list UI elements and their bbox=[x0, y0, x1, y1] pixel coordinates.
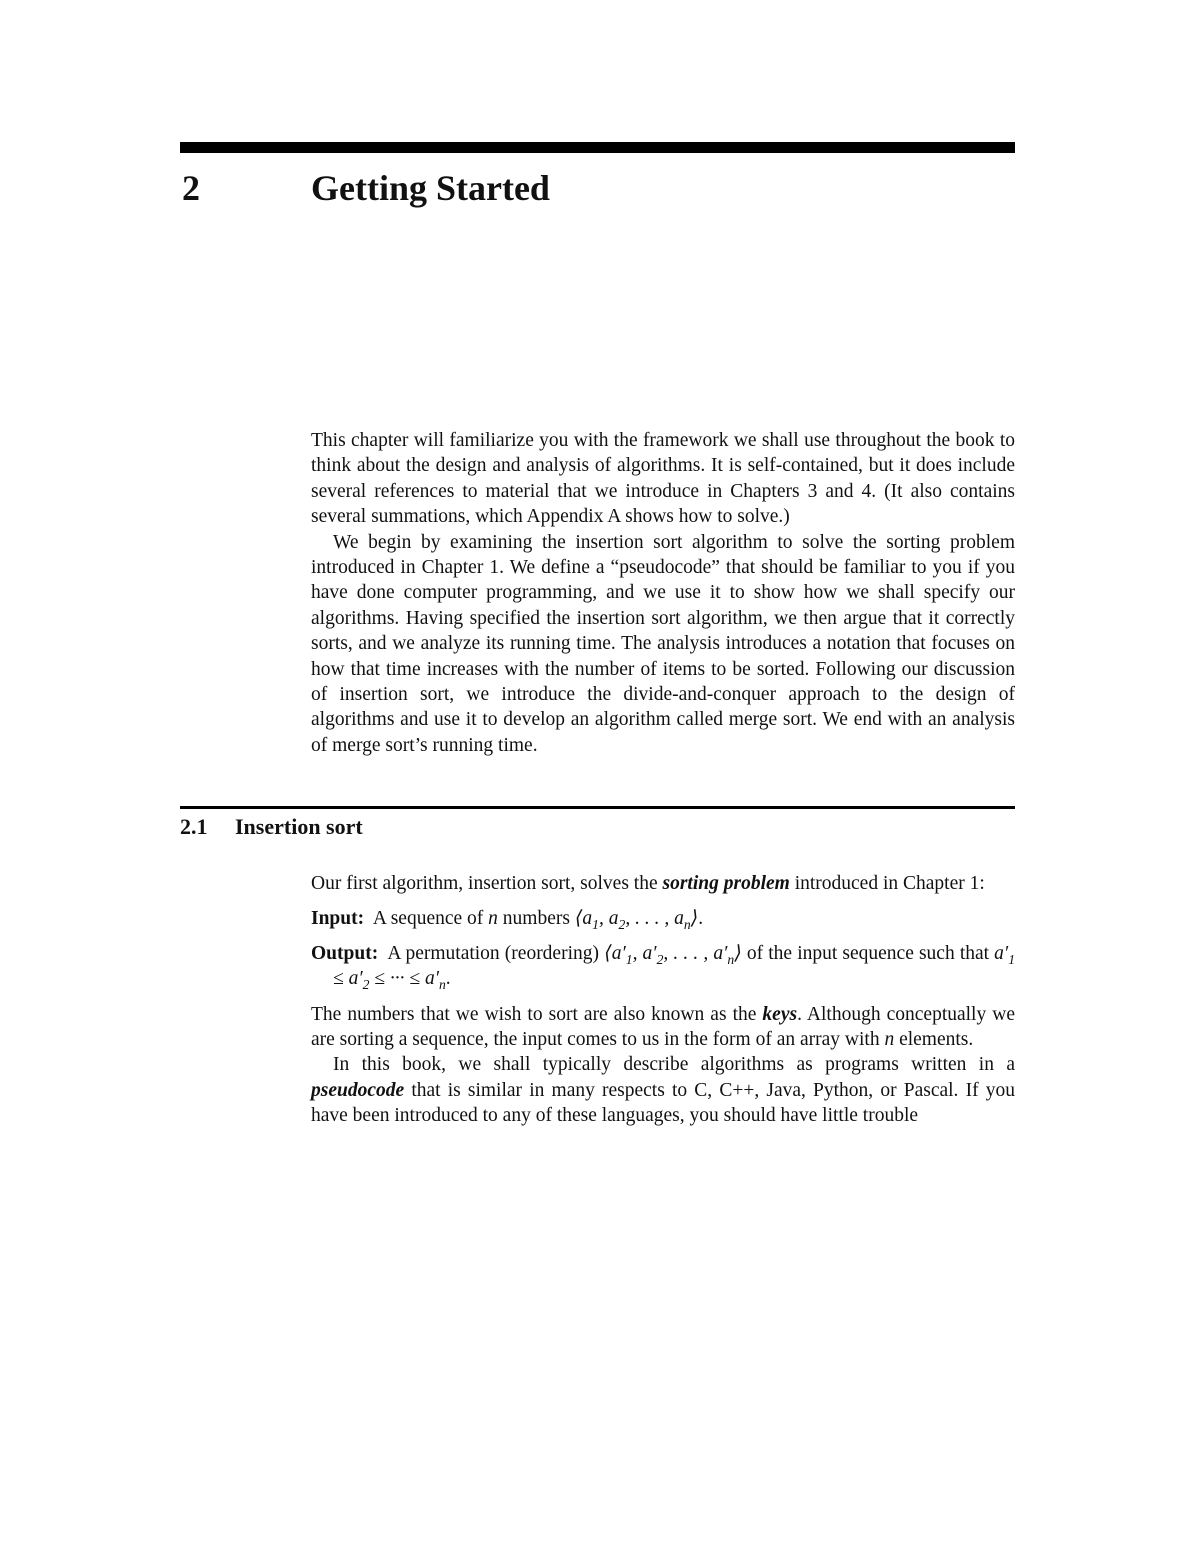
chapter-intro bbox=[311, 428, 1015, 758]
section-rule bbox=[180, 806, 1015, 809]
output-spec: Output: A permutation (reordering) $⟨a'_1$, $a'_2$, . . . , $a'_n⟩$ of the input sequence such that $a'_1 \le a'_2$ ≤ ··· ≤ $a'_n$. bbox=[311, 942, 1016, 993]
section-body bbox=[311, 871, 1015, 1129]
term-sorting-problem: sorting problem bbox=[662, 873, 790, 894]
term-pseudocode: pseudocode bbox=[311, 1079, 405, 1101]
output-label: Output: bbox=[311, 942, 379, 964]
output-ordering-math: $a'_1 \le a'_2$ ≤ ··· ≤ $a'_n$ bbox=[333, 942, 1016, 993]
intro-paragraph-1: This chapter will familiarize you with the framework we shall use throughout the book to think about the design and analysis of algorithms. It is self-contained, but it does include several references to material that we introduce in Chapters 3 and 4. (It also contains several summations, which Appendix A shows how to solve.) bbox=[311, 430, 1015, 528]
input-label: Input: bbox=[311, 908, 365, 930]
intro-paragraph-2: We begin by examining the insertion sort algorithm to solve the sorting problem introduced in Chapter 1. We define a “pseudocode” that should be familiar to you if you have done computer programming, and we use it to show how we shall specify our algorithms. Having specified the insertion sort algorithm, we then argue that it correctly sorts, and we analyze its running time. The analysis introduces a notation that focuses on how that time increases with the number of items to be sorted. Following our discussion of insertion sort, we introduce the divide-and-conquer approach to the design of algorithms and use it to develop an algorithm called merge sort. We end with an analysis of merge sort’s running time. bbox=[311, 531, 1015, 756]
section-paragraph-3: In this book, we shall typically describe algorithms as programs written in a pseudocode that is similar in many respects to C, C++, Java, Python, or Pascal. If you have been introduced to any of these languages, you should have little trouble bbox=[311, 1054, 1015, 1127]
section-paragraph-2: The numbers that we wish to sort are also known as the keys. Although conceptually we are sorting a sequence, the input comes to us in the form of an array with n elements. bbox=[311, 1003, 1015, 1051]
input-sequence-math: $⟨a_1$, $a_2$, . . . , $a_n⟩$ bbox=[574, 908, 699, 933]
input-spec: Input: A sequence of n numbers $⟨a_1$, $a_2$, . . . , $a_n⟩$. bbox=[311, 908, 704, 933]
section-paragraph-1: Our first algorithm, insertion sort, solves the sorting problem introduced in Chapter 1: bbox=[311, 873, 985, 894]
output-sequence-math: $⟨a'_1$, $a'_2$, . . . , $a'_n⟩$ bbox=[604, 942, 742, 967]
chapter-number: 2 bbox=[182, 168, 200, 208]
term-keys: keys bbox=[762, 1003, 798, 1025]
section-number: 2.1 bbox=[180, 814, 208, 839]
section-title: Insertion sort bbox=[235, 814, 363, 839]
chapter-top-rule bbox=[180, 142, 1015, 153]
chapter-title: Getting Started bbox=[311, 168, 550, 208]
